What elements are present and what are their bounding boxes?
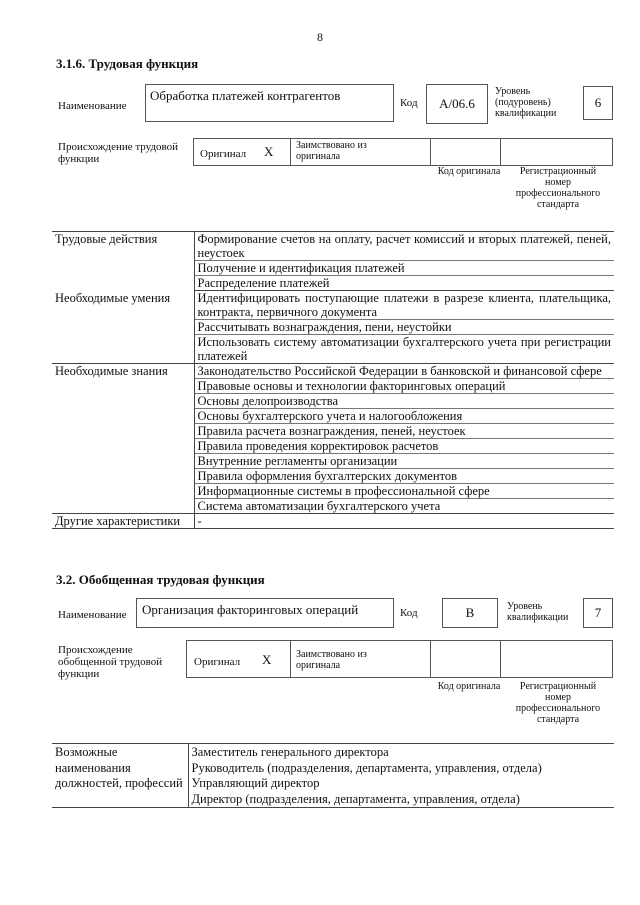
- function-table: [52, 231, 614, 529]
- section-title-316: 3.1.6. Трудовая функция: [56, 56, 199, 71]
- skill-item: Рассчитывать вознаграждения, пени, неустойки: [194, 320, 614, 335]
- level-label-32: Уровень квалификации: [507, 601, 569, 623]
- name-label-32: Наименование: [58, 609, 127, 621]
- position-item: Заместитель генерального директора: [191, 745, 389, 759]
- positions-table: [52, 743, 614, 808]
- original-label-32: Оригинал: [194, 656, 241, 668]
- knowledge-label: Необходимые знания: [52, 364, 194, 514]
- borrowed-label-32: Заимствовано из оригинала: [296, 649, 367, 671]
- borrowed-label-316: Заимствовано из оригинала: [296, 140, 367, 162]
- position-item: Управляющий директор: [191, 776, 320, 790]
- original-mark-32: X: [262, 652, 272, 667]
- origin-label-316: Происхождение трудовой функции: [58, 141, 179, 165]
- code-label-316: Код: [400, 97, 418, 109]
- reg-label-32: Регистрационный номер профессионального стандарта: [515, 681, 601, 725]
- code-value-32: B: [442, 598, 498, 628]
- position-item: Директор (подразделения, департамента, управления, отдела): [191, 791, 520, 806]
- knowledge-item: Внутренние регламенты организации: [194, 454, 614, 469]
- original-label-316: Оригинал: [200, 148, 247, 160]
- code-orig-label-316: Код оригинала: [437, 166, 501, 177]
- positions-label: Возможные наименования должностей, профессий: [52, 744, 188, 808]
- level-value-316: 6: [583, 86, 613, 120]
- name-value-32: Организация факторинговых операций: [136, 598, 394, 628]
- code-label-32: Код: [400, 607, 418, 619]
- section-title-32: 3.2. Обобщенная трудовая функция: [56, 572, 265, 587]
- knowledge-item: Основы бухгалтерского учета и налогообложения: [194, 409, 614, 424]
- other-value: -: [197, 514, 202, 528]
- knowledge-item: Правила оформления бухгалтерских документов: [194, 469, 614, 484]
- other-label: Другие характеристики: [52, 514, 194, 529]
- name-value-316: Обработка платежей контрагентов: [145, 84, 394, 122]
- position-item: Руководитель (подразделения, департамента, управления, отдела): [191, 760, 542, 775]
- actions-label: Трудовые действия: [52, 232, 194, 291]
- action-item: Формирование счетов на оплату, расчет комиссий и вторых платежей, пеней, неустоек: [194, 232, 614, 261]
- level-value-32: 7: [583, 598, 613, 628]
- skill-item: Идентифицировать поступающие платежи в разрезе клиента, плательщика, контракта, первичного документа: [194, 291, 614, 320]
- knowledge-item: Система автоматизации бухгалтерского учета: [194, 499, 614, 514]
- knowledge-item: Законодательство Российской Федерации в банковской и финансовой сфере: [194, 364, 614, 379]
- knowledge-item: Основы делопроизводства: [194, 394, 614, 409]
- original-mark-316: X: [264, 144, 274, 159]
- page-number: 8: [317, 30, 323, 44]
- knowledge-item: Правовые основы и технологии факторинговых операций: [194, 379, 614, 394]
- level-label-316: Уровень (подуровень) квалификации: [495, 86, 557, 119]
- skill-item: Использовать систему автоматизации бухгалтерского учета при регистрации платежей: [194, 335, 614, 364]
- code-orig-label-32: Код оригинала: [437, 681, 501, 692]
- knowledge-item: Информационные системы в профессиональной сфере: [194, 484, 614, 499]
- knowledge-item: Правила расчета вознаграждения, пеней, неустоек: [194, 424, 614, 439]
- reg-label-316: Регистрационный номер профессионального стандарта: [515, 166, 601, 210]
- knowledge-item: Правила проведения корректировок расчетов: [194, 439, 614, 454]
- action-item: Получение и идентификация платежей: [194, 261, 614, 276]
- skills-label: Необходимые умения: [52, 291, 194, 364]
- code-value-316: A/06.6: [426, 84, 488, 124]
- action-item: Распределение платежей: [194, 276, 614, 291]
- name-label-316: Наименование: [58, 100, 127, 112]
- origin-label-32: Происхождение обобщенной трудовой функции: [58, 644, 163, 680]
